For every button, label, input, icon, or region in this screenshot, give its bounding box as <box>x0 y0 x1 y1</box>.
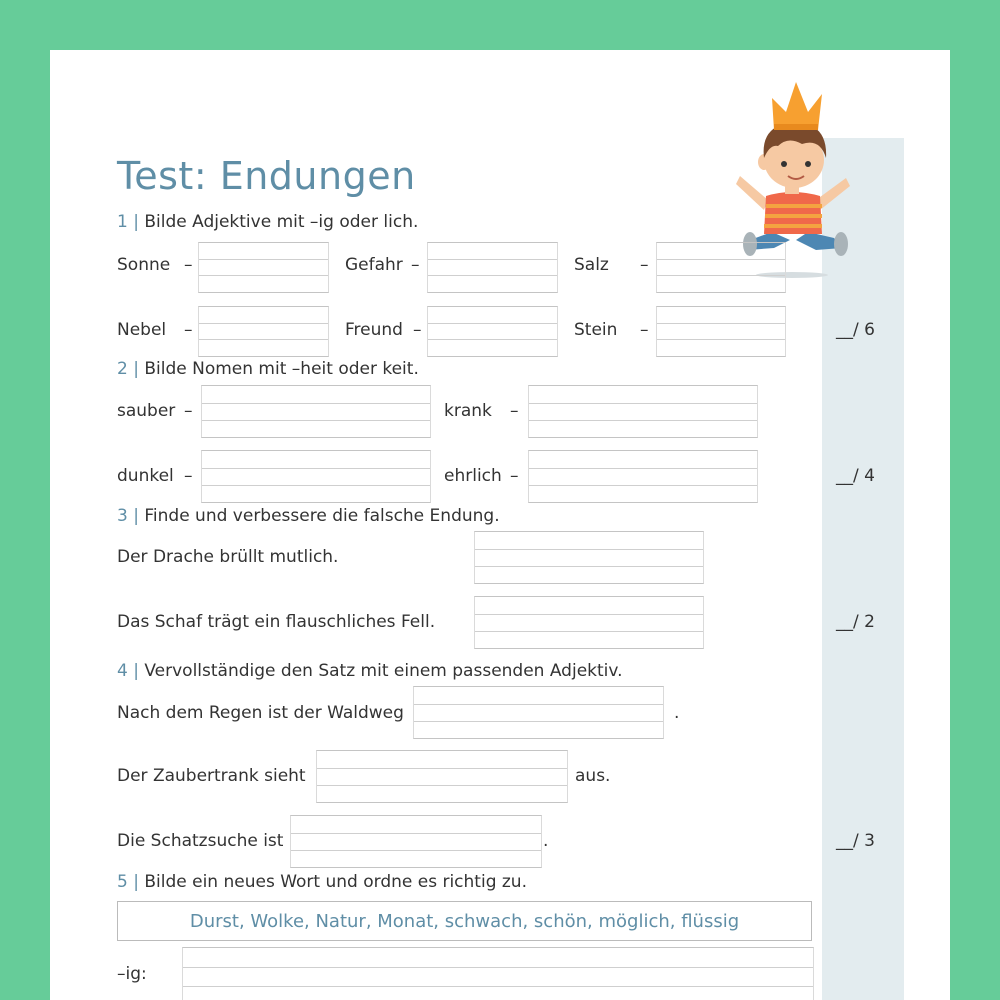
dash: – <box>640 255 649 275</box>
answer-field-waldweg[interactable] <box>413 686 664 739</box>
task-text: Bilde ein neues Wort und ordne es richtig zu. <box>144 872 527 892</box>
page-title: Test: Endungen <box>117 154 416 198</box>
sentence-waldweg: Nach dem Regen ist der Waldweg <box>117 703 404 723</box>
answer-field-freund[interactable] <box>427 306 558 357</box>
task-text: Bilde Nomen mit –heit oder keit. <box>144 359 419 379</box>
task-2-instruction <box>117 359 419 379</box>
sentence-end: . <box>674 703 680 723</box>
task-number: 3 | <box>117 506 139 526</box>
answer-field-salz[interactable] <box>656 242 786 293</box>
task-number: 5 | <box>117 872 139 892</box>
answer-field-gefahr[interactable] <box>427 242 558 293</box>
sentence-schatzsuche: Die Schatzsuche ist <box>117 831 284 851</box>
answer-field-nebel[interactable] <box>198 306 329 357</box>
dash: – <box>184 466 193 486</box>
word-salz: Salz <box>574 255 609 275</box>
answer-field-zaubertrank[interactable] <box>316 750 568 803</box>
word-bank: Durst, Wolke, Natur, Monat, schwach, schön, möglich, flüssig <box>117 901 812 941</box>
word-sauber: sauber <box>117 401 176 421</box>
dash: – <box>184 255 193 275</box>
sentence-end: aus. <box>575 766 611 786</box>
dash: – <box>184 320 193 340</box>
task-3-instruction <box>117 506 500 526</box>
ig-label: –ig: <box>117 964 147 984</box>
score-task-3: __/ 2 <box>836 612 875 632</box>
task-1-instruction <box>117 212 418 232</box>
answer-field-dunkel[interactable] <box>201 450 431 503</box>
dash: – <box>411 255 420 275</box>
answer-field-ig[interactable] <box>182 947 814 1000</box>
sentence-1: Der Drache brüllt mutlich. <box>117 547 339 567</box>
sentence-2: Das Schaf trägt ein flauschliches Fell. <box>117 612 436 632</box>
task-5-instruction <box>117 872 527 892</box>
word-stein: Stein <box>574 320 618 340</box>
dash: – <box>510 401 519 421</box>
dash: – <box>184 401 193 421</box>
task-text: Bilde Adjektive mit –ig oder lich. <box>144 212 419 232</box>
answer-field-ehrlich[interactable] <box>528 450 758 503</box>
task-text: Vervollständige den Satz mit einem passenden Adjektiv. <box>144 661 623 681</box>
dash: – <box>640 320 649 340</box>
word-nebel: Nebel <box>117 320 167 340</box>
task-number: 4 | <box>117 661 139 681</box>
word-ehrlich: ehrlich <box>444 466 502 486</box>
task-number: 1 | <box>117 212 139 232</box>
word-dunkel: dunkel <box>117 466 174 486</box>
dash: – <box>413 320 422 340</box>
worksheet <box>50 50 950 1000</box>
sentence-zaubertrank: Der Zaubertrank sieht <box>117 766 306 786</box>
answer-field-sauber[interactable] <box>201 385 431 438</box>
word-gefahr: Gefahr <box>345 255 403 275</box>
score-task-2: __/ 4 <box>836 466 875 486</box>
sentence-end: . <box>543 831 549 851</box>
answer-field-krank[interactable] <box>528 385 758 438</box>
task-4-instruction <box>117 661 623 681</box>
dash: – <box>510 466 519 486</box>
task-number: 2 | <box>117 359 139 379</box>
word-sonne: Sonne <box>117 255 171 275</box>
score-task-4: __/ 3 <box>836 831 875 851</box>
task-text: Finde und verbessere die falsche Endung. <box>144 506 500 526</box>
word-krank: krank <box>444 401 492 421</box>
answer-field-stein[interactable] <box>656 306 786 357</box>
answer-field-sonne[interactable] <box>198 242 329 293</box>
score-task-1: __/ 6 <box>836 320 875 340</box>
word-freund: Freund <box>345 320 403 340</box>
answer-field-sentence-2[interactable] <box>474 596 704 649</box>
answer-field-schatzsuche[interactable] <box>290 815 542 868</box>
answer-field-sentence-1[interactable] <box>474 531 704 584</box>
